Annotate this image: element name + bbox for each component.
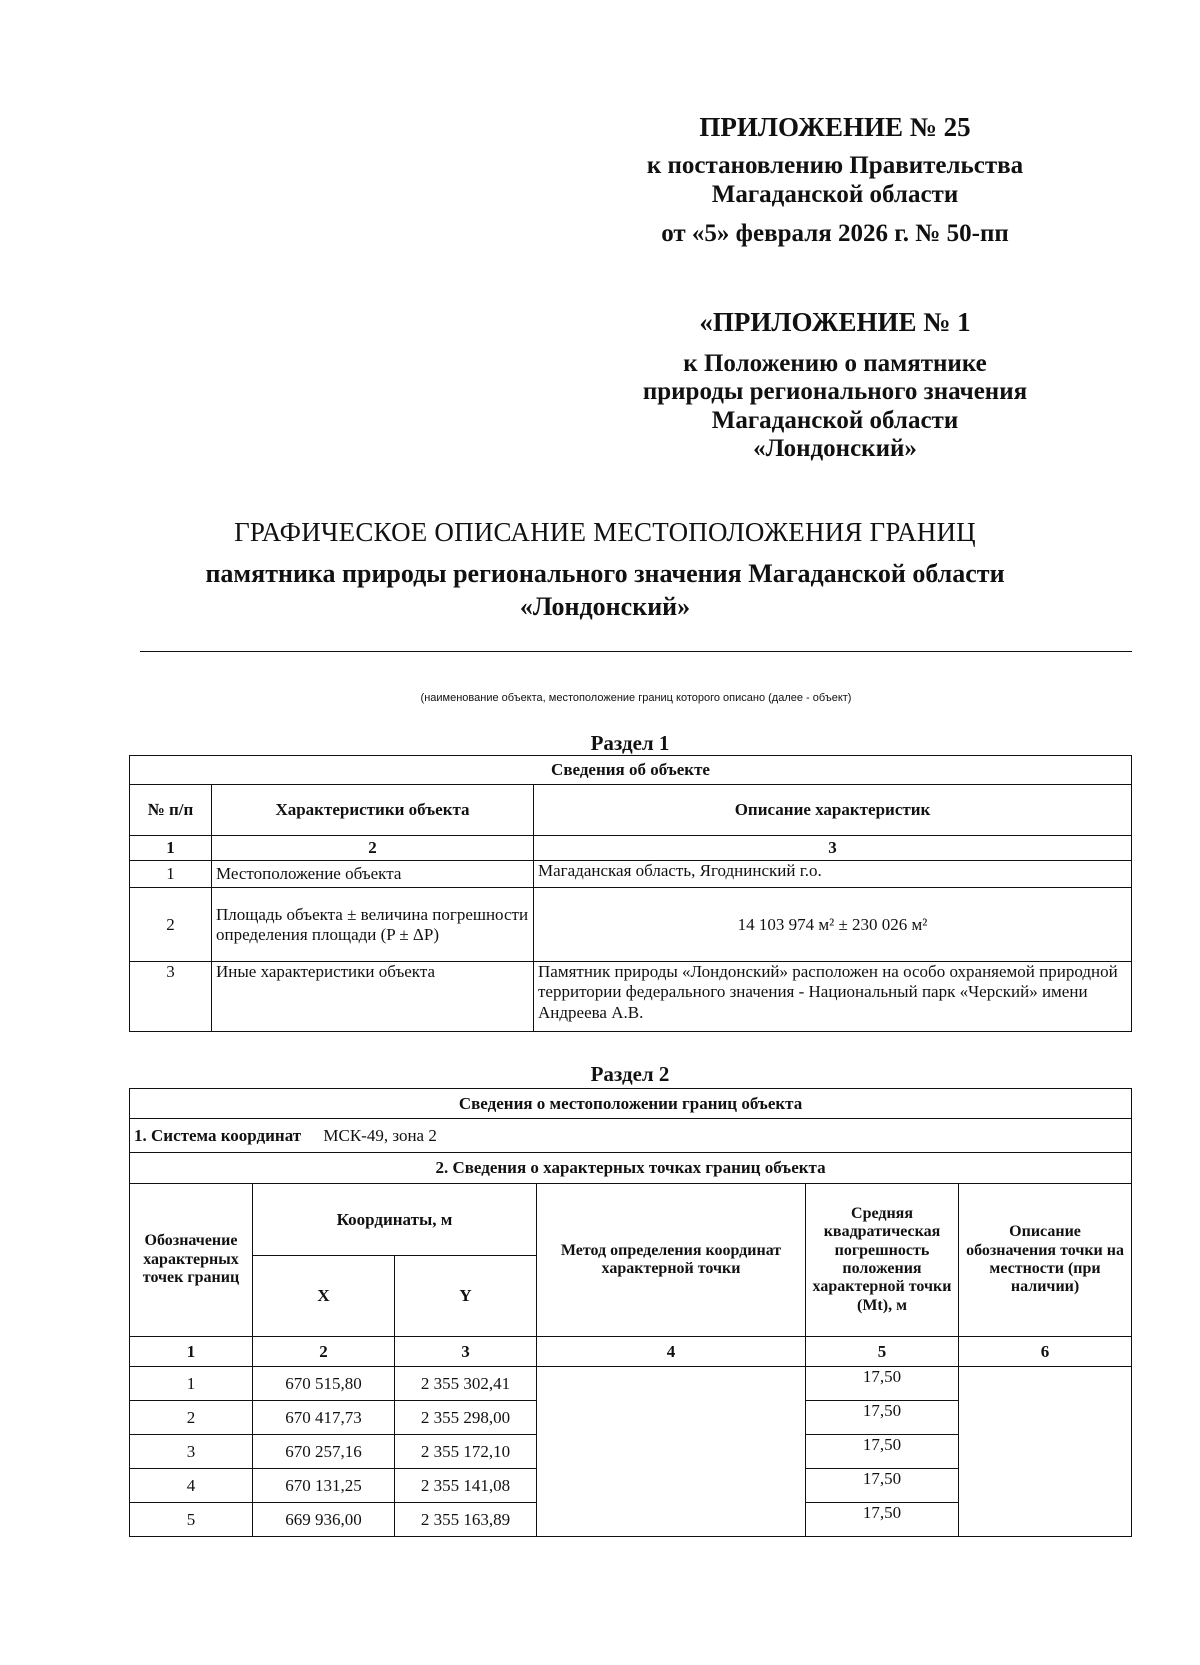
point-mt: 17,50 [806,1503,959,1537]
row-num: 1 [130,861,212,888]
point-y: 2 355 302,41 [395,1367,537,1401]
table-row [130,962,1132,1032]
col-index: 5 [806,1337,959,1367]
col-index: 3 [534,836,1132,861]
col-index: 2 [253,1337,395,1367]
point-y: 2 355 172,10 [395,1435,537,1469]
resolution-date: от «5» февраля 2026 г. № 50-пп [661,220,1009,247]
method-cell [537,1367,806,1537]
point-x: 670 515,80 [253,1367,395,1401]
col-index: 6 [959,1337,1132,1367]
point-id: 1 [130,1367,253,1401]
col-header-characteristic: Характеристики объекта [212,785,534,836]
coord-system-label: 1. Система координат [134,1125,302,1145]
points-title: 2. Сведения о характерных точках границ объекта [130,1153,1132,1184]
point-mt: 17,50 [806,1401,959,1435]
section-1-heading: Раздел 1 [590,731,670,755]
regulation-line-3: Магаданской области [711,406,959,434]
resolution-line-2: Магаданской области [711,180,959,208]
col-header-method: Метод определения координат характерной точки [537,1184,806,1337]
object-caption: (наименование объекта, местоположение границ которого описано (далее - объект) [420,692,852,704]
point-mt: 17,50 [806,1367,959,1401]
row-characteristic: Местоположение объекта [212,861,534,888]
point-x: 669 936,00 [253,1503,395,1537]
point-y: 2 355 298,00 [395,1401,537,1435]
col-header-x: X [253,1256,395,1337]
point-x: 670 257,16 [253,1435,395,1469]
col-index: 4 [537,1337,806,1367]
row-description: Памятник природы «Лондонский» расположен на особо охраняемой природной территории федерального значения - Национальный парк «Черский» имени Андреева А.В. [534,962,1132,1032]
row-characteristic: Площадь объекта ± величина погрешности определения площади (P ± ΔP) [212,888,534,962]
object-info-title: Сведения об объекте [130,756,1132,785]
table-row [130,861,1132,888]
row-characteristic: Иные характеристики объекта [212,962,534,1032]
col-header-location-desc: Описание обозначения точки на местности (при наличии) [959,1184,1132,1337]
col-header-y: Y [395,1256,537,1337]
row-num: 2 [130,888,212,962]
col-index: 1 [130,836,212,861]
col-index: 2 [212,836,534,861]
point-id: 3 [130,1435,253,1469]
row-num: 3 [130,962,212,1032]
coord-system-row [130,1119,1132,1153]
inner-appendix-number: «ПРИЛОЖЕНИЕ № 1 [699,307,971,337]
boundary-points-table [129,1088,1132,1537]
row-description: 14 103 974 м² ± 230 026 м² [534,888,1132,962]
point-x: 670 417,73 [253,1401,395,1435]
col-index: 1 [130,1337,253,1367]
title-underline [140,651,1132,652]
col-header-description: Описание характеристик [534,785,1132,836]
regulation-line-2: природы регионального значения [642,378,1028,406]
document-subtitle [130,558,1080,623]
point-mt: 17,50 [806,1469,959,1503]
regulation-line-1: к Положению о памятнике [683,350,987,377]
resolution-reference [600,152,1070,210]
document-title: ГРАФИЧЕСКОЕ ОПИСАНИЕ МЕСТОПОЛОЖЕНИЯ ГРАНИЦ [234,517,976,547]
point-x: 670 131,25 [253,1469,395,1503]
regulation-reference [600,350,1070,463]
table-row [130,1367,1132,1401]
point-id: 4 [130,1469,253,1503]
point-id: 2 [130,1401,253,1435]
col-header-error: Средняя квадратическая погрешность положения характерной точки (Mt), м [806,1184,959,1337]
col-header-num: № п/п [130,785,212,836]
col-header-coords: Координаты, м [253,1184,537,1256]
appendix-number: ПРИЛОЖЕНИЕ № 25 [699,112,971,142]
point-y: 2 355 141,08 [395,1469,537,1503]
row-description: Магаданская область, Ягоднинский г.о. [534,861,1132,888]
section-2-heading: Раздел 2 [590,1062,670,1086]
location-desc-cell [959,1367,1132,1537]
regulation-line-4: «Лондонский» [753,434,917,462]
resolution-line-1: к постановлению Правительства [646,152,1024,179]
col-header-point: Обозначение характерных точек границ [130,1184,253,1337]
boundary-info-title: Сведения о местоположении границ объекта [130,1089,1132,1119]
table-row [130,888,1132,962]
coord-system-value: МСК-49, зона 2 [323,1125,437,1145]
point-y: 2 355 163,89 [395,1503,537,1537]
object-info-table [129,755,1132,1032]
subtitle-line-1: памятника природы регионального значения Магаданской области [205,559,1005,588]
point-id: 5 [130,1503,253,1537]
col-index: 3 [395,1337,537,1367]
subtitle-line-2: «Лондонский» [519,591,691,621]
point-mt: 17,50 [806,1435,959,1469]
